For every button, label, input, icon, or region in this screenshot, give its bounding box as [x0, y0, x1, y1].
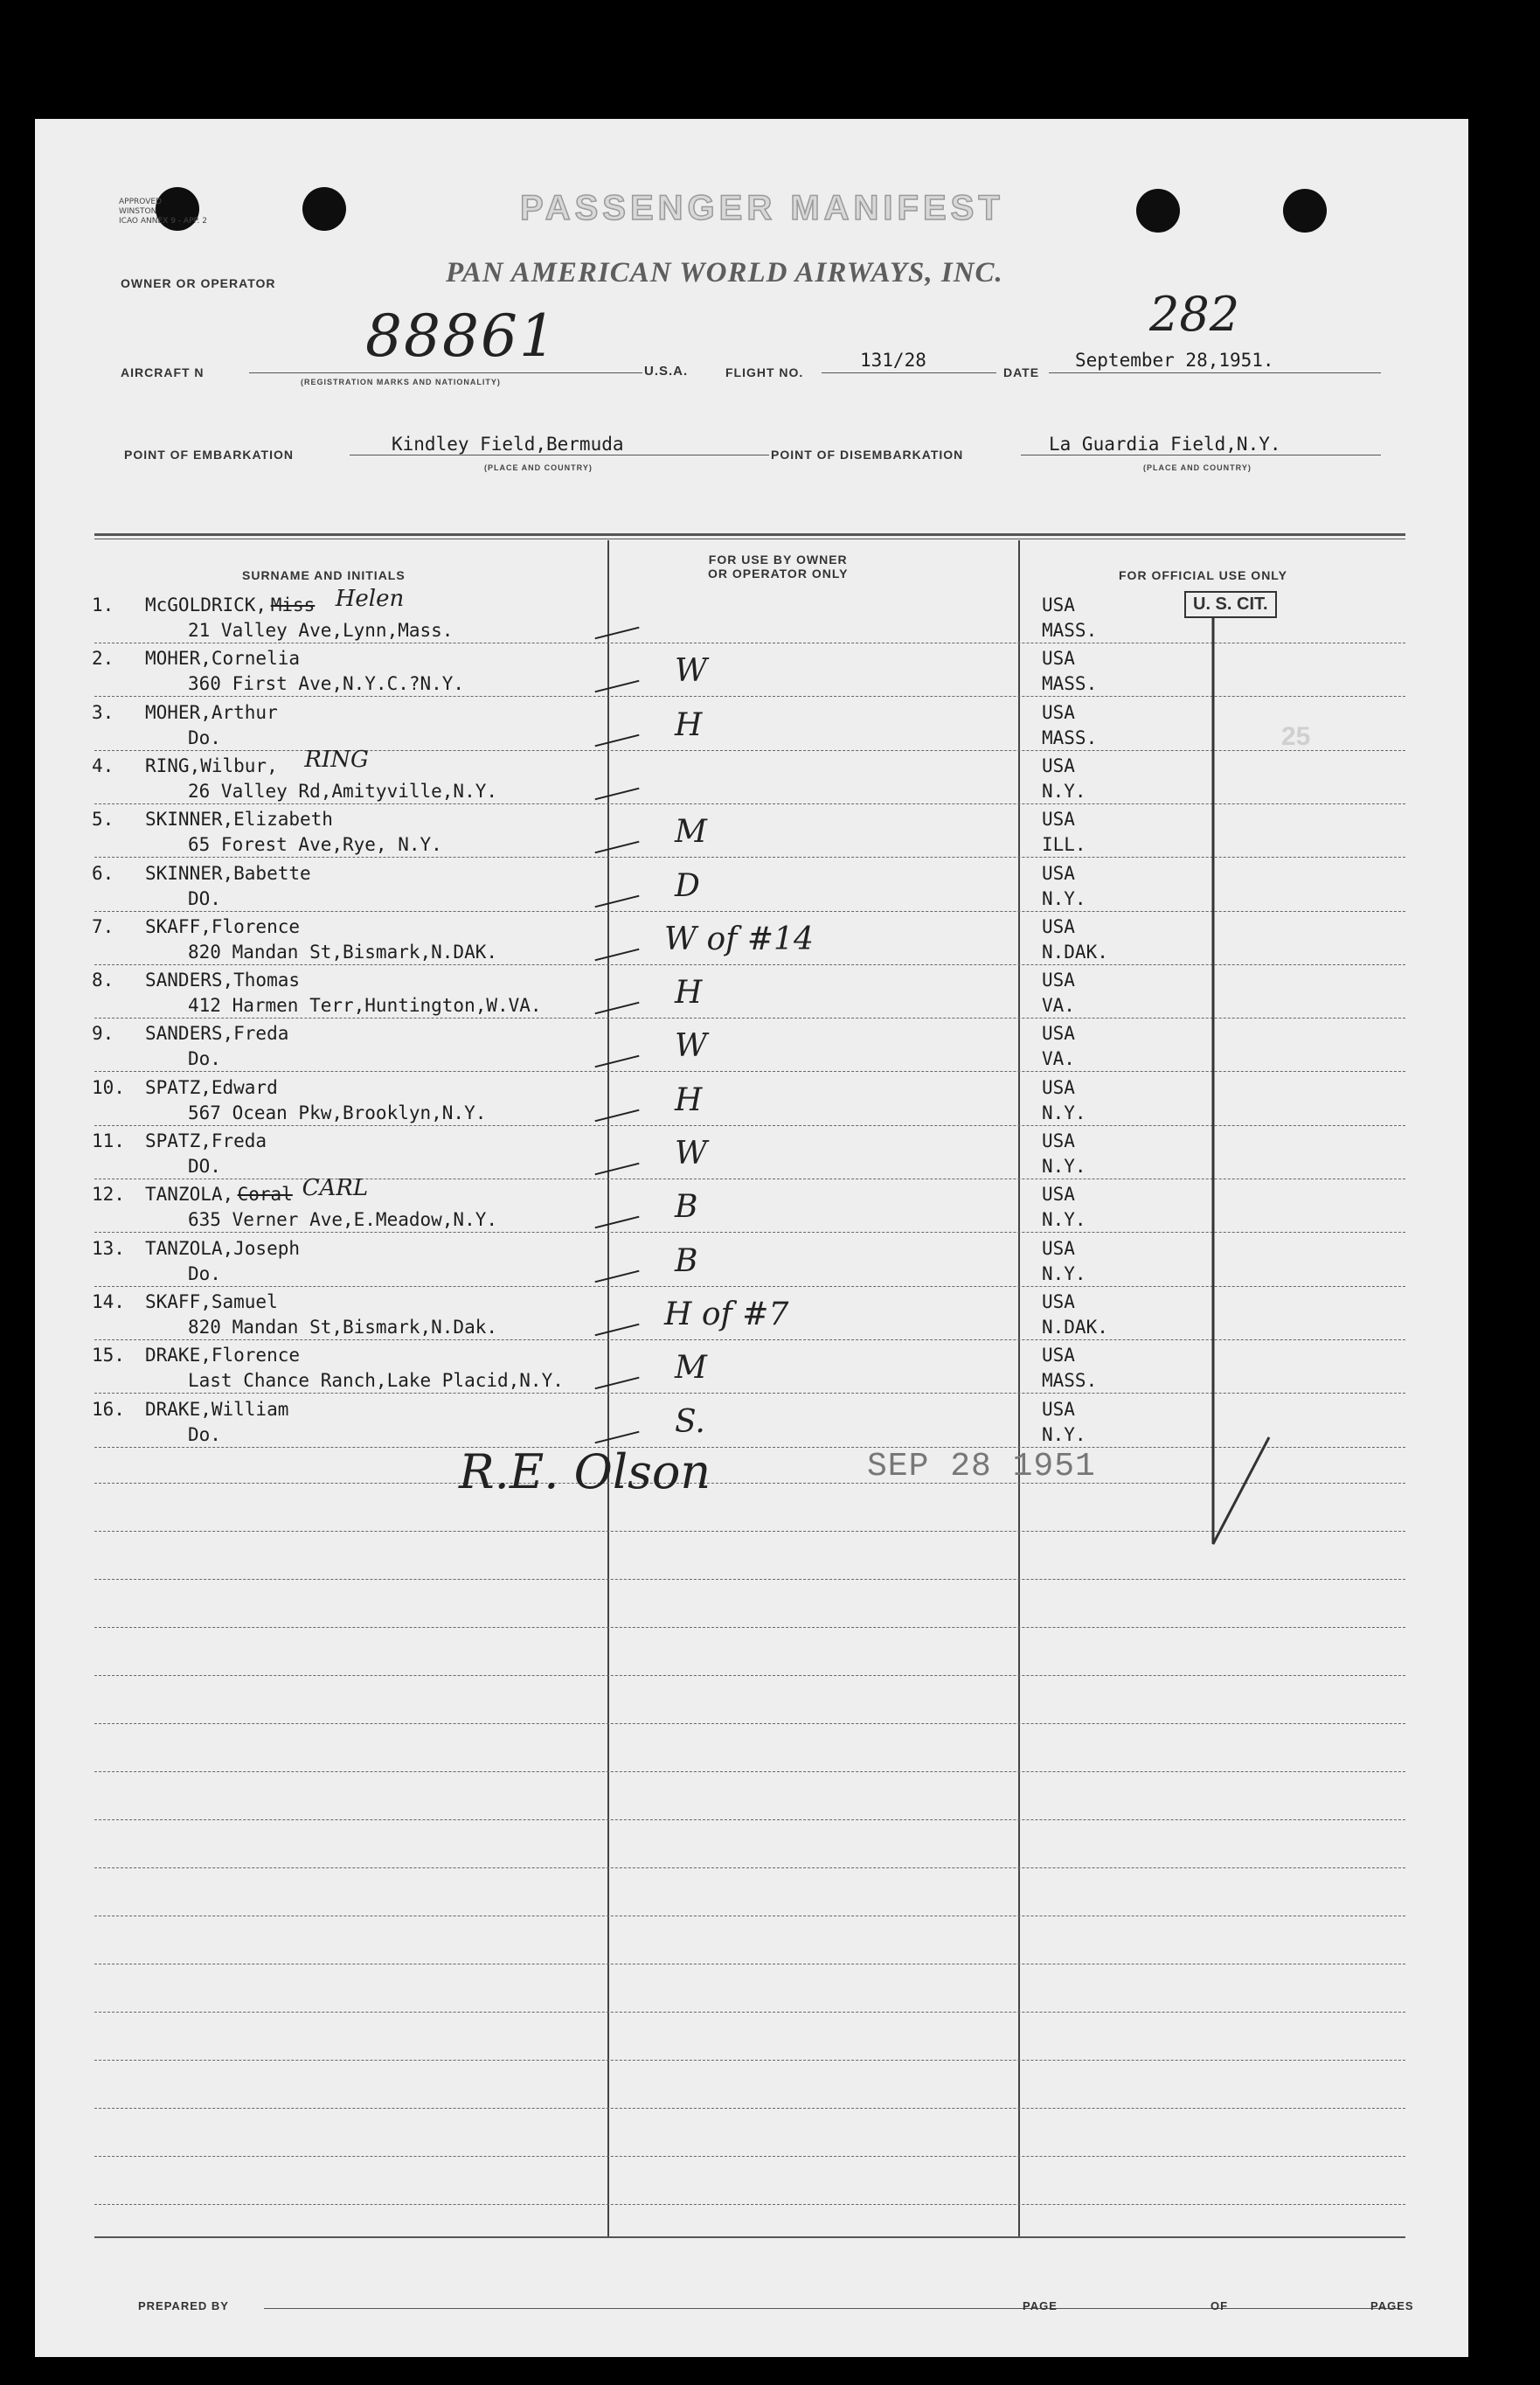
prepared-by-line [264, 2308, 1400, 2309]
passenger-address: 412 Harmen Terr,Huntington,W.VA. [188, 995, 542, 1017]
passenger-address: Do. [188, 727, 221, 748]
tally-mark [595, 680, 640, 693]
owner-mark: H [675, 975, 703, 1012]
passenger-number: 3. [92, 701, 114, 723]
owner-mark: W [675, 1028, 708, 1065]
table-bottom-rule [94, 2236, 1405, 2238]
aircraft-line [249, 372, 642, 373]
tally-mark [595, 1216, 640, 1229]
official-country: USA [1042, 701, 1075, 723]
embark-label: POINT OF EMBARKATION [124, 448, 294, 462]
official-country: USA [1042, 1398, 1075, 1420]
passenger-address: 567 Ocean Pkw,Brooklyn,N.Y. [188, 1102, 487, 1123]
tally-mark [595, 1430, 640, 1443]
form-title: PASSENGER MANIFEST [520, 189, 1004, 227]
tally-mark [595, 1055, 640, 1068]
disembark-label: POINT OF DISEMBARKATION [771, 448, 964, 462]
blank-rule [94, 1579, 1405, 1580]
disembark-place: La Guardia Field,N.Y. [1049, 434, 1281, 455]
passenger-name: TANZOLA, [145, 1184, 234, 1206]
owner-mark: M [675, 1350, 707, 1387]
passenger-number: 11. [92, 1130, 125, 1151]
passenger-name: TANZOLA,Joseph [145, 1237, 301, 1259]
official-country: USA [1042, 595, 1075, 615]
tally-mark [595, 841, 640, 854]
passenger-name: DRAKE,Florence [145, 1345, 301, 1366]
disembark-place-note: (PLACE AND COUNTRY) [1143, 463, 1252, 472]
passenger-number: 14. [92, 1290, 125, 1312]
official-country: USA [1042, 648, 1075, 670]
official-country: USA [1042, 862, 1075, 884]
flight-line [822, 372, 996, 373]
flight-date: September 28,1951. [1075, 350, 1274, 371]
official-country: USA [1042, 1184, 1075, 1206]
tally-mark [595, 894, 640, 907]
form-id-line: ICAO ANNEX 9 - APP. 2 [119, 217, 207, 226]
manifest-sheet [35, 119, 1468, 2357]
official-country: USA [1042, 1345, 1075, 1366]
embark-place: Kindley Field,Bermuda [392, 434, 624, 455]
tally-mark [595, 1377, 640, 1390]
passenger-address: 360 First Ave,N.Y.C.?N.Y. [188, 673, 465, 695]
passenger-number: 13. [92, 1237, 125, 1259]
handwritten-name-correction: CARL [302, 1175, 369, 1202]
tally-mark [595, 734, 640, 747]
date-label: DATE [1003, 365, 1040, 379]
passenger-name: SKAFF,Samuel [145, 1290, 278, 1312]
table-top-rule [94, 533, 1405, 536]
official-country: USA [1042, 1076, 1075, 1098]
passenger-address: 26 Valley Rd,Amityville,N.Y. [188, 780, 498, 802]
passenger-number: 7. [92, 915, 114, 937]
tally-mark [595, 1002, 640, 1015]
official-state: MASS. [1042, 673, 1098, 695]
passenger-address: 65 Forest Ave,Rye, N.Y. [188, 834, 442, 856]
tally-mark [595, 1324, 640, 1337]
blank-rule [94, 2156, 1405, 2157]
col-official-header: FOR OFFICIAL USE ONLY [1119, 568, 1287, 582]
blank-rule [94, 2204, 1405, 2205]
owner-mark: W of #14 [664, 921, 814, 957]
passenger-address: 820 Mandan St,Bismark,N.DAK. [188, 941, 498, 963]
owner-mark: H [675, 1081, 703, 1118]
owner-mark: H [675, 706, 703, 743]
official-country: USA [1042, 809, 1075, 831]
blank-rule [94, 2060, 1405, 2061]
official-country: USA [1042, 754, 1075, 776]
official-state: N.Y. [1042, 1423, 1086, 1445]
blank-rule [94, 1627, 1405, 1628]
blank-rule [94, 1867, 1405, 1868]
sheet-note: 282 [1149, 287, 1240, 342]
owner-mark: S. [675, 1403, 705, 1440]
passenger-number: 12. [92, 1184, 125, 1206]
blank-rule [94, 1723, 1405, 1724]
date-line [1049, 372, 1381, 373]
passenger-address: 820 Mandan St,Bismark,N.Dak. [188, 1316, 498, 1338]
column-divider [1018, 540, 1020, 2236]
owner-mark: D [675, 867, 700, 904]
faint-mark: 25 [1281, 722, 1311, 751]
form-id-line: APPROVED [119, 198, 162, 206]
aircraft-number: 88861 [365, 302, 558, 370]
handwritten-name-correction: Helen [335, 586, 405, 612]
official-state: MASS. [1042, 1370, 1098, 1392]
owner-mark: M [675, 814, 707, 851]
blank-rule [94, 2108, 1405, 2109]
official-state: N.Y. [1042, 1209, 1086, 1231]
passenger-name: SPATZ,Edward [145, 1076, 278, 1098]
owner-label: OWNER OR OPERATOR [121, 276, 276, 290]
tally-mark [595, 1163, 640, 1176]
prepared-by-label: PREPARED BY [138, 2299, 229, 2312]
blank-rule [94, 1771, 1405, 1772]
tally-mark [595, 1269, 640, 1283]
owner-mark: W [675, 653, 708, 690]
passenger-name: SANDERS,Thomas [145, 970, 301, 991]
official-state: MASS. [1042, 620, 1098, 641]
official-check-mark [1189, 617, 1294, 1570]
official-state: VA. [1042, 995, 1075, 1017]
col-surname-header: SURNAME AND INITIALS [242, 568, 406, 582]
passenger-name: SKAFF,Florence [145, 915, 301, 937]
embark-place-note: (PLACE AND COUNTRY) [484, 463, 593, 472]
aircraft-label: AIRCRAFT N [121, 365, 205, 379]
passenger-number: 16. [92, 1398, 125, 1420]
struck-given-name: Miss [270, 595, 316, 615]
signature: R.E. Olson [459, 1444, 711, 1499]
pages-label: PAGES [1370, 2299, 1414, 2312]
official-country: USA [1042, 915, 1075, 937]
passenger-number: 2. [92, 648, 114, 670]
us-citizen-stamp: U. S. CIT. [1184, 591, 1277, 618]
passenger-address: Last Chance Ranch,Lake Placid,N.Y. [188, 1370, 564, 1392]
passenger-address: 21 Valley Ave,Lynn,Mass. [188, 620, 454, 641]
official-state: N.Y. [1042, 887, 1086, 909]
passenger-address: Do. [188, 1423, 221, 1445]
of-label: OF [1210, 2299, 1229, 2312]
page-label: PAGE [1023, 2299, 1058, 2312]
official-country: USA [1042, 1290, 1075, 1312]
punch-hole [302, 187, 346, 231]
date-stamp: SEP 28 1951 [867, 1448, 1096, 1485]
official-country: USA [1042, 970, 1075, 991]
passenger-name: MOHER,Cornelia [145, 648, 301, 670]
passenger-number: 1. [92, 595, 114, 615]
struck-given-name: Coral [237, 1184, 293, 1206]
blank-rule [94, 1819, 1405, 1820]
passenger-name: DRAKE,William [145, 1398, 289, 1420]
passenger-number: 4. [92, 754, 114, 776]
passenger-name: MOHER,Arthur [145, 701, 278, 723]
blank-rule [94, 2012, 1405, 2013]
official-state: ILL. [1042, 834, 1086, 856]
passenger-name: SPATZ,Freda [145, 1130, 267, 1151]
official-state: N.Y. [1042, 1262, 1086, 1284]
passenger-name: McGOLDRICK, [145, 595, 267, 615]
passenger-name: SKINNER,Babette [145, 862, 311, 884]
tally-mark [595, 627, 640, 640]
passenger-address: Do. [188, 1048, 221, 1070]
passenger-number: 6. [92, 862, 114, 884]
passenger-name: RING,Wilbur, [145, 754, 278, 776]
tally-mark [595, 949, 640, 962]
tally-mark [595, 1109, 640, 1122]
owner-mark: H of #7 [664, 1296, 789, 1332]
passenger-number: 15. [92, 1345, 125, 1366]
official-country: USA [1042, 1023, 1075, 1045]
passenger-address: Do. [188, 1262, 221, 1284]
official-country: USA [1042, 1130, 1075, 1151]
operator-name: PAN AMERICAN WORLD AIRWAYS, INC. [446, 257, 1003, 289]
blank-rule [94, 1675, 1405, 1676]
usa-label: U.S.A. [644, 364, 689, 379]
passenger-name: SKINNER,Elizabeth [145, 809, 333, 831]
passenger-number: 10. [92, 1076, 125, 1098]
passenger-number: 9. [92, 1023, 114, 1045]
official-country: USA [1042, 1237, 1075, 1259]
passenger-name: SANDERS,Freda [145, 1023, 289, 1045]
passenger-number: 8. [92, 970, 114, 991]
owner-mark: B [675, 1242, 698, 1279]
owner-mark: W [675, 1136, 708, 1172]
official-state: N.Y. [1042, 780, 1086, 802]
official-state: N.DAK. [1042, 1316, 1108, 1338]
official-state: MASS. [1042, 727, 1098, 748]
flight-number: 131/28 [860, 350, 926, 371]
tally-mark [595, 788, 640, 801]
official-state: VA. [1042, 1048, 1075, 1070]
punch-hole [1283, 189, 1327, 233]
handwritten-name-correction: RING [304, 746, 369, 773]
passenger-address: 635 Verner Ave,E.Meadow,N.Y. [188, 1209, 498, 1231]
flight-label: FLIGHT NO. [725, 365, 804, 379]
passenger-number: 5. [92, 809, 114, 831]
owner-mark: B [675, 1189, 698, 1226]
form-id-line: WINSTON [119, 207, 157, 216]
punch-hole [1136, 189, 1180, 233]
official-state: N.DAK. [1042, 941, 1108, 963]
registration-note: (REGISTRATION MARKS AND NATIONALITY) [301, 378, 501, 386]
official-state: N.Y. [1042, 1156, 1086, 1177]
passenger-address: DO. [188, 1156, 221, 1177]
col-owner-header: FOR USE BY OWNER OR OPERATOR ONLY [708, 553, 849, 581]
official-state: N.Y. [1042, 1102, 1086, 1123]
passenger-address: DO. [188, 887, 221, 909]
